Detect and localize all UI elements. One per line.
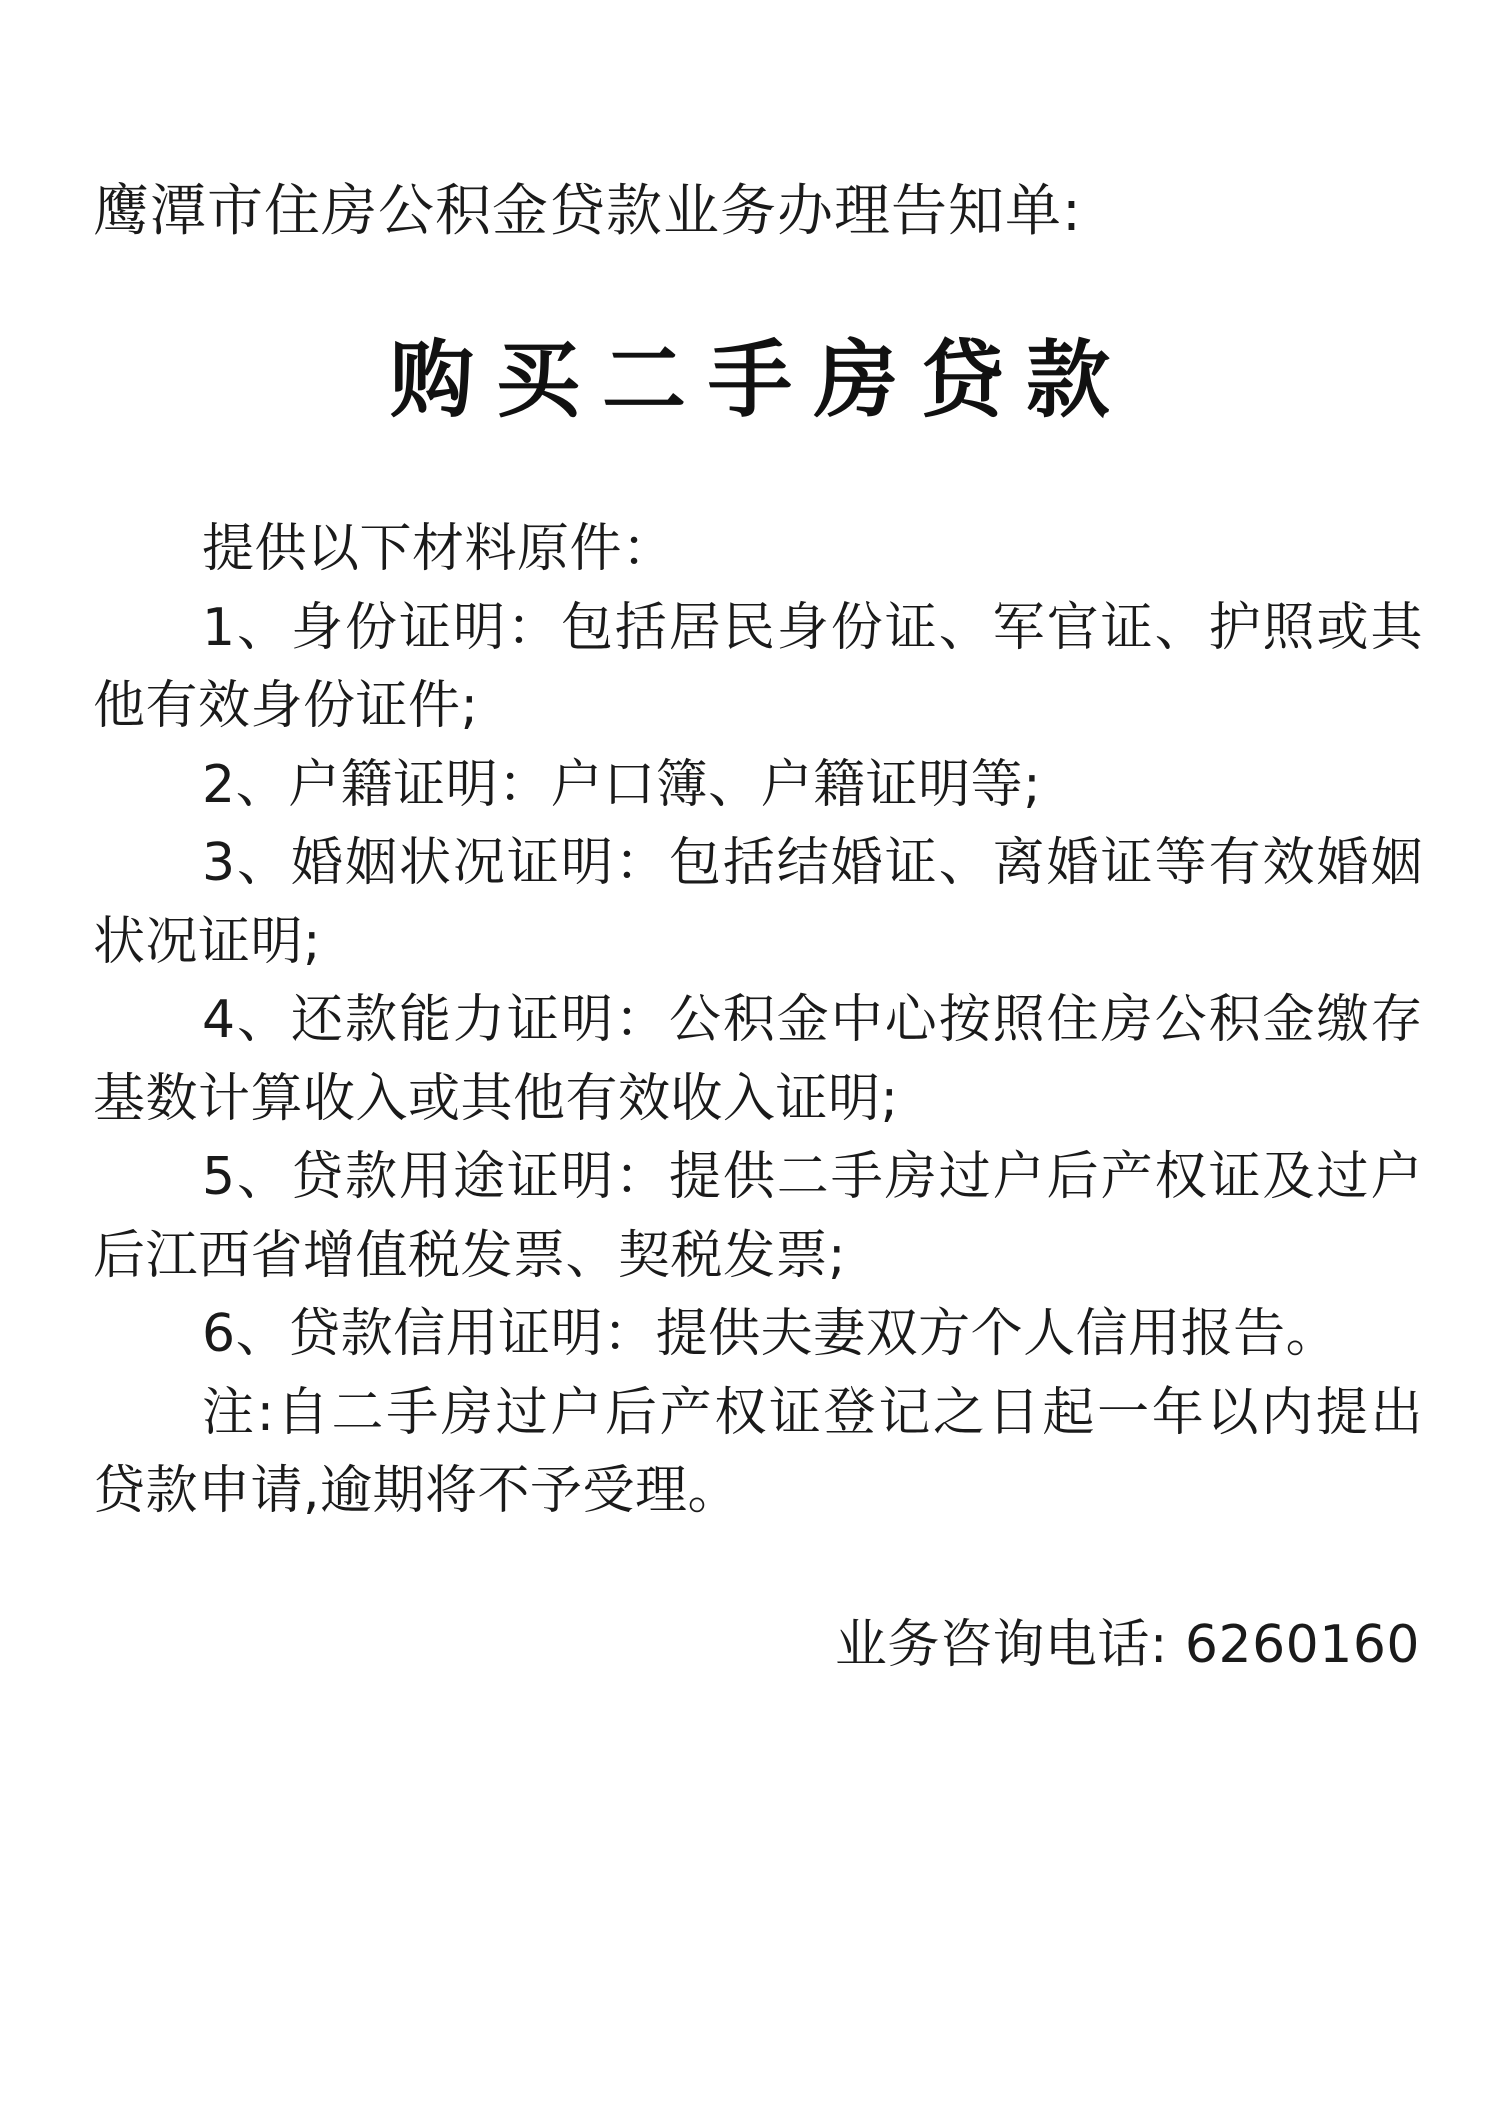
material-item-loan-purpose: 5、贷款用途证明：提供二手房过户后产权证及过户后江西省增值税发票、契税发票; bbox=[93, 1147, 1423, 1286]
materials-section bbox=[93, 510, 1423, 1531]
notice-title: 购买二手房贷款 bbox=[389, 330, 1132, 429]
material-item-repayment: 4、还款能力证明：公积金中心按照住房公积金缴存基数计算收入或其他有效收入证明; bbox=[93, 990, 1423, 1129]
material-item-marital: 3、婚姻状况证明：包括结婚证、离婚证等有效婚姻状况证明; bbox=[93, 833, 1423, 972]
materials-intro: 提供以下材料原件： bbox=[202, 519, 675, 579]
notice-note: 注:自二手房过户后产权证登记之日起一年以内提出贷款申请,逾期将不予受理。 bbox=[93, 1382, 1423, 1521]
material-item-household: 2、户籍证明：户口簿、户籍证明等; bbox=[202, 754, 1042, 815]
material-item-identity: 1、身份证明：包括居民身份证、军官证、护照或其他有效身份证件; bbox=[93, 597, 1423, 736]
material-item-credit: 6、贷款信用证明：提供夫妻双方个人信用报告。 bbox=[202, 1304, 1339, 1364]
notice-header: 鹰潭市住房公积金贷款业务办理告知单: bbox=[93, 179, 1082, 244]
contact-phone: 业务咨询电话: 6260160 bbox=[834, 1615, 1420, 1675]
